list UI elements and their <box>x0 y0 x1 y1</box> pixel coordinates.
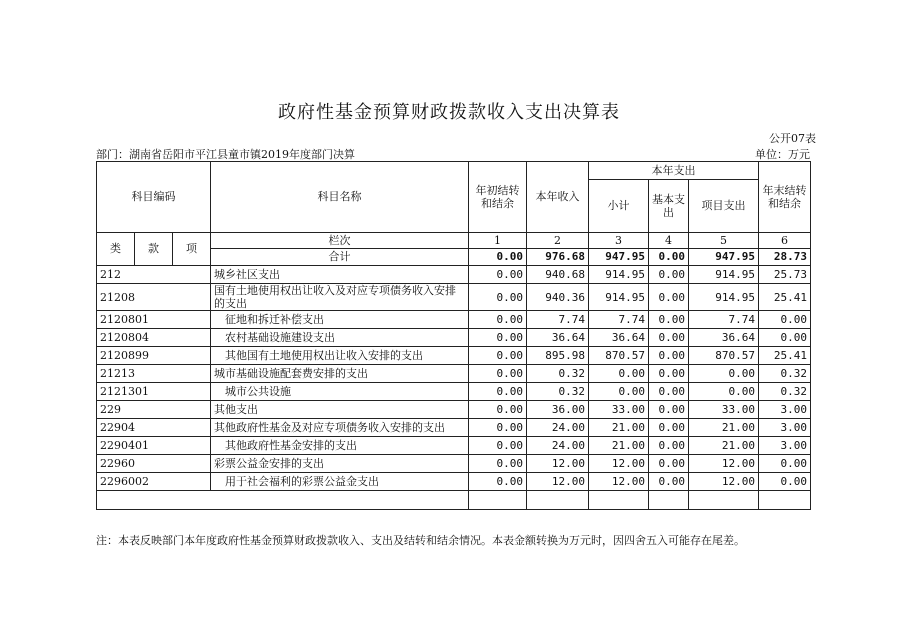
header-xiang: 项 <box>173 233 211 266</box>
total-label: 合计 <box>211 249 469 266</box>
amount-cell: 0.00 <box>469 419 527 437</box>
amount-cell: 3.00 <box>759 401 811 419</box>
subject-name: 其他政府性基金及对应专项债务收入安排的支出 <box>211 419 469 437</box>
header-name: 科目名称 <box>211 162 469 233</box>
amount-cell: 0.00 <box>759 311 811 329</box>
empty-row <box>97 491 811 510</box>
amount-cell: 12.00 <box>527 473 589 491</box>
header-begin-balance: 年初结转和结余 <box>469 162 527 233</box>
table-row <box>97 455 811 473</box>
subject-code: 2290401 <box>97 437 211 455</box>
table-row <box>97 383 811 401</box>
amount-cell: 12.00 <box>589 455 649 473</box>
empty-cell <box>649 491 689 510</box>
header-income: 本年收入 <box>527 162 589 233</box>
table-row <box>97 329 811 347</box>
amount-cell: 870.57 <box>689 347 759 365</box>
table-row <box>97 419 811 437</box>
table-row <box>97 365 811 383</box>
amount-cell: 0.00 <box>469 437 527 455</box>
amount-cell: 0.00 <box>469 311 527 329</box>
subject-code: 229 <box>97 401 211 419</box>
amount-cell: 0.00 <box>589 383 649 401</box>
table-row <box>97 266 811 284</box>
header-subtotal: 小计 <box>589 180 649 233</box>
amount-cell: 25.41 <box>759 347 811 365</box>
table-row <box>97 311 811 329</box>
table-header <box>97 162 811 266</box>
table-row <box>97 284 811 311</box>
amount-cell: 0.00 <box>469 401 527 419</box>
amount-cell: 914.95 <box>589 284 649 311</box>
table-body <box>97 266 811 491</box>
amount-cell: 895.98 <box>527 347 589 365</box>
amount-cell: 21.00 <box>689 437 759 455</box>
amount-cell: 24.00 <box>527 419 589 437</box>
amount-cell: 0.00 <box>649 401 689 419</box>
amount-cell: 25.41 <box>759 284 811 311</box>
subject-name: 其他支出 <box>211 401 469 419</box>
amount-cell: 0.00 <box>759 473 811 491</box>
amount-cell: 940.36 <box>527 284 589 311</box>
subject-code: 2296002 <box>97 473 211 491</box>
amount-cell: 0.00 <box>649 365 689 383</box>
amount-cell: 0.32 <box>527 365 589 383</box>
form-number: 公开07表 <box>769 132 816 145</box>
subject-code: 2120899 <box>97 347 211 365</box>
amount-cell: 25.73 <box>759 266 811 284</box>
empty-cell <box>589 491 649 510</box>
amount-cell: 7.74 <box>527 311 589 329</box>
footnote: 注：本表反映部门本年度政府性基金预算财政拨款收入、支出及结转和结余情况。本表金额转换为万元时，因四舍五入可能存在尾差。 <box>96 534 745 547</box>
total-value: 976.68 <box>527 249 589 266</box>
header-project: 项目支出 <box>689 180 759 233</box>
amount-cell: 0.00 <box>589 365 649 383</box>
amount-cell: 914.95 <box>689 284 759 311</box>
amount-cell: 21.00 <box>589 419 649 437</box>
amount-cell: 0.00 <box>759 455 811 473</box>
amount-cell: 0.00 <box>649 329 689 347</box>
header-lei: 类 <box>97 233 135 266</box>
amount-cell: 0.00 <box>649 284 689 311</box>
amount-cell: 0.00 <box>469 329 527 347</box>
amount-cell: 0.00 <box>759 329 811 347</box>
header-column-no: 栏次 <box>211 233 469 249</box>
subject-code: 212 <box>97 266 211 284</box>
header-code: 科目编码 <box>97 162 211 233</box>
subject-code: 2120801 <box>97 311 211 329</box>
header-kuan: 款 <box>135 233 173 266</box>
amount-cell: 7.74 <box>689 311 759 329</box>
col-no-5: 5 <box>689 233 759 249</box>
amount-cell: 3.00 <box>759 419 811 437</box>
amount-cell: 21.00 <box>589 437 649 455</box>
table-row <box>97 401 811 419</box>
subject-name: 其他政府性基金安排的支出 <box>211 437 469 455</box>
total-value: 0.00 <box>469 249 527 266</box>
amount-cell: 33.00 <box>589 401 649 419</box>
table-row <box>97 473 811 491</box>
amount-cell: 36.64 <box>527 329 589 347</box>
empty-cell <box>97 491 469 510</box>
amount-cell: 0.00 <box>649 266 689 284</box>
total-value: 0.00 <box>649 249 689 266</box>
amount-cell: 0.00 <box>689 383 759 401</box>
amount-cell: 0.00 <box>469 455 527 473</box>
empty-cell <box>759 491 811 510</box>
total-value: 947.95 <box>589 249 649 266</box>
amount-cell: 870.57 <box>589 347 649 365</box>
amount-cell: 24.00 <box>527 437 589 455</box>
amount-cell: 12.00 <box>689 473 759 491</box>
subject-name: 城乡社区支出 <box>211 266 469 284</box>
col-no-4: 4 <box>649 233 689 249</box>
amount-cell: 0.00 <box>469 473 527 491</box>
total-value: 28.73 <box>759 249 811 266</box>
unit-label: 单位：万元 <box>755 148 810 161</box>
amount-cell: 12.00 <box>527 455 589 473</box>
amount-cell: 0.00 <box>649 311 689 329</box>
amount-cell: 0.32 <box>527 383 589 401</box>
amount-cell: 0.00 <box>649 383 689 401</box>
subject-code: 21208 <box>97 284 211 311</box>
subject-name: 彩票公益金安排的支出 <box>211 455 469 473</box>
col-no-6: 6 <box>759 233 811 249</box>
subject-code: 22904 <box>97 419 211 437</box>
subject-code: 2121301 <box>97 383 211 401</box>
amount-cell: 0.00 <box>649 455 689 473</box>
subject-name: 其他国有土地使用权出让收入安排的支出 <box>211 347 469 365</box>
amount-cell: 36.00 <box>527 401 589 419</box>
department-label: 部门：湖南省岳阳市平江县童市镇2019年度部门决算 <box>96 148 355 161</box>
amount-cell: 12.00 <box>589 473 649 491</box>
amount-cell: 0.00 <box>469 266 527 284</box>
amount-cell: 0.00 <box>649 473 689 491</box>
subject-name: 国有土地使用权出让收入及对应专项债务收入安排的支出 <box>211 284 469 311</box>
empty-cell <box>469 491 527 510</box>
subject-name: 城市公共设施 <box>211 383 469 401</box>
page-title: 政府性基金预算财政拨款收入支出决算表 <box>278 102 620 123</box>
amount-cell: 0.32 <box>759 383 811 401</box>
amount-cell: 0.00 <box>469 383 527 401</box>
subject-code: 21213 <box>97 365 211 383</box>
header-expense-group: 本年支出 <box>589 162 759 180</box>
amount-cell: 36.64 <box>689 329 759 347</box>
col-no-1: 1 <box>469 233 527 249</box>
amount-cell: 12.00 <box>689 455 759 473</box>
amount-cell: 21.00 <box>689 419 759 437</box>
col-no-3: 3 <box>589 233 649 249</box>
subject-name: 农村基础设施建设支出 <box>211 329 469 347</box>
subject-name: 用于社会福利的彩票公益金支出 <box>211 473 469 491</box>
amount-cell: 0.32 <box>759 365 811 383</box>
subject-name: 城市基础设施配套费安排的支出 <box>211 365 469 383</box>
subject-code: 22960 <box>97 455 211 473</box>
amount-cell: 3.00 <box>759 437 811 455</box>
amount-cell: 0.00 <box>649 437 689 455</box>
amount-cell: 36.64 <box>589 329 649 347</box>
amount-cell: 0.00 <box>469 284 527 311</box>
amount-cell: 914.95 <box>689 266 759 284</box>
amount-cell: 0.00 <box>649 347 689 365</box>
amount-cell: 0.00 <box>689 365 759 383</box>
subject-name: 征地和拆迁补偿支出 <box>211 311 469 329</box>
amount-cell: 0.00 <box>469 347 527 365</box>
budget-table <box>96 161 811 510</box>
header-basic: 基本支出 <box>649 180 689 233</box>
amount-cell: 7.74 <box>589 311 649 329</box>
empty-cell <box>689 491 759 510</box>
total-value: 947.95 <box>689 249 759 266</box>
table-row <box>97 347 811 365</box>
amount-cell: 940.68 <box>527 266 589 284</box>
amount-cell: 0.00 <box>469 365 527 383</box>
amount-cell: 33.00 <box>689 401 759 419</box>
amount-cell: 0.00 <box>649 419 689 437</box>
table-row <box>97 437 811 455</box>
amount-cell: 914.95 <box>589 266 649 284</box>
header-end-balance: 年末结转和结余 <box>759 162 811 233</box>
empty-cell <box>527 491 589 510</box>
col-no-2: 2 <box>527 233 589 249</box>
subject-code: 2120804 <box>97 329 211 347</box>
